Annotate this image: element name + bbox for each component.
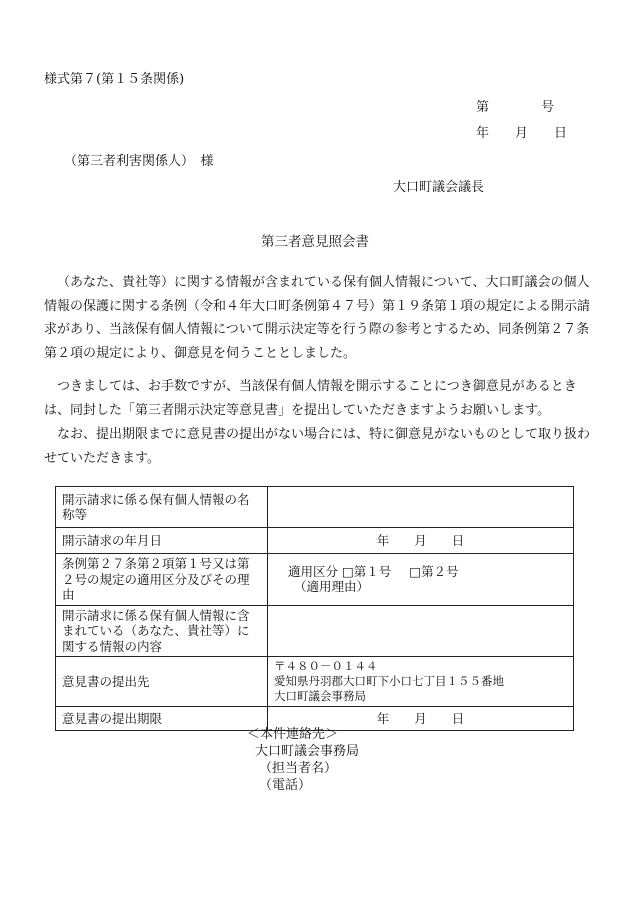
table-row	[56, 487, 574, 528]
body-paragraph-2: つきましては、お手数ですが、当該保有個人情報を開示することにつき御意見があるときは、同封した「第三者開示決定等意見書」を提出していただきますようお願いします。	[44, 379, 577, 418]
postal-code: 〒４８０－０１４４	[274, 659, 378, 673]
body-paragraph-3: なお、提出期限までに意見書の提出がない場合には、特に御意見がないものとして取り扱わせていただきます。	[44, 427, 591, 466]
table-row	[56, 528, 574, 554]
row-label-applicable-category: 条例第２７条第２項第１号又は第２号の規定の適用区分及びその理由	[56, 554, 268, 606]
contact-office: 大口町議会事務局	[255, 744, 360, 759]
row-value-applicable-category	[268, 554, 574, 606]
recipient-line: （第三者利害関係人） 様	[64, 154, 214, 169]
category-option-2: □第２号	[409, 563, 459, 579]
document-title: 第三者意見照会書	[261, 234, 369, 250]
category-label: 適用区分	[288, 563, 339, 579]
category-option-1: □第１号	[342, 563, 392, 579]
category-options	[288, 564, 567, 580]
row-label-info-content: 開示請求に係る保有個人情報に含まれている（あなた、貴社等）に関する情報の内容	[56, 605, 268, 657]
office-name: 大口町議会事務局	[274, 689, 366, 703]
sender-line: 大口町議会議長	[393, 180, 485, 195]
row-label-request-date: 開示請求の年月日	[56, 528, 268, 554]
table-row	[56, 605, 574, 657]
contact-block	[247, 726, 359, 794]
row-label-submission-deadline: 意見書の提出期限	[56, 707, 268, 731]
document-date-line: 年 月 日	[476, 126, 568, 141]
row-value-info-name	[268, 487, 574, 528]
contact-person: （担当者名）	[259, 761, 338, 776]
table-row	[56, 554, 574, 606]
body-paragraph-1: （あなた、貴社等）に関する情報が含まれている保有個人情報について、大口町議会の個人情報の保護に関する条例（令和４年大口町条例第４７号）第１９条第１項の規定による開示請求があり、当該保有個人情報について開示決定等を行う際の参考とするため、同条例第２７条第２項の規定により、御意見を伺うこととしました。	[44, 275, 591, 361]
row-value-submission-address	[268, 657, 574, 707]
info-table	[55, 486, 574, 731]
table-row	[56, 657, 574, 707]
category-reason: （適用理由）	[294, 579, 370, 595]
document-number-line: 第 号	[476, 100, 555, 115]
row-value-info-content	[268, 605, 574, 657]
row-label-submission-address: 意見書の提出先	[56, 657, 268, 707]
row-label-info-name: 開示請求に係る保有個人情報の名称等	[56, 487, 268, 528]
row-value-submission-deadline: 年 月 日	[268, 707, 574, 731]
contact-phone: （電話）	[259, 778, 312, 793]
row-value-request-date: 年 月 日	[268, 528, 574, 554]
contact-heading: ＜本件連絡先＞	[247, 727, 339, 742]
form-number: 様式第７(第１５条関係)	[44, 72, 185, 87]
address: 愛知県丹羽郡大口町下小口七丁目１５５番地	[274, 674, 504, 688]
